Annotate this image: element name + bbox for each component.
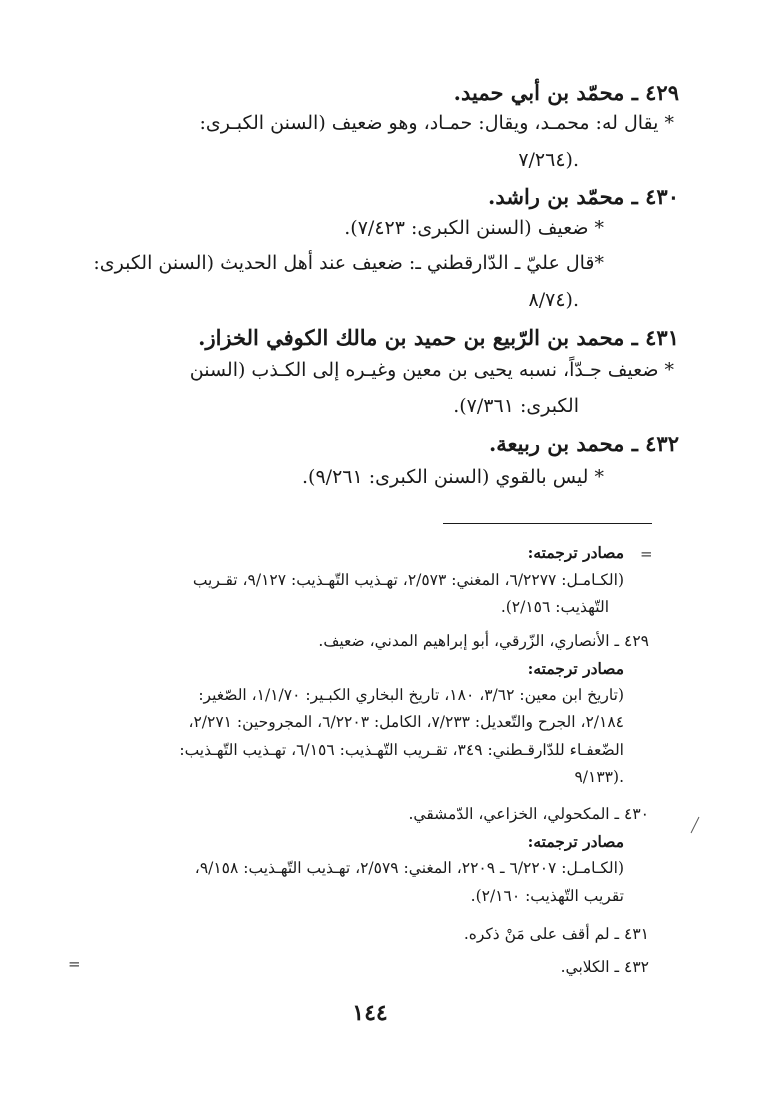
stray-pen-mark bbox=[688, 815, 702, 835]
continuation-mark: = bbox=[640, 545, 653, 563]
footnote-cont-line-2: التّهذيب: ٢/١٥٦). bbox=[500, 598, 609, 616]
entry-430-line-2: *قال عليّ ـ الدّارقطني ـ: ضعيف عند أهل الحديث (السنن الكبرى: bbox=[93, 252, 604, 274]
entry-429-line-1: * يقال له: محمـد، ويقال: حمـاد، وهو ضعيف (السنن الكبـرى: bbox=[199, 112, 674, 134]
footnote-430-heading: ٤٣٠ ـ المكحولي، الخزاعي، الدّمشقي. bbox=[408, 805, 649, 823]
entry-430-line-1: * ضعيف (السنن الكبرى: ٧/٤٢٣). bbox=[344, 217, 604, 239]
footnote-430-sources-label: مصادر ترجمته: bbox=[527, 832, 624, 851]
page-number: ١٤٤ bbox=[352, 1000, 388, 1026]
footnote-431-heading: ٤٣١ ـ لم أقف على مَنْ ذكره. bbox=[463, 925, 649, 943]
entry-429-heading: ٤٢٩ ـ محمّد بن أبي حميد. bbox=[453, 80, 679, 105]
entry-432-heading: ٤٣٢ ـ محمد بن ربيعة. bbox=[488, 431, 679, 456]
entry-431-line-2: الكبرى: ٧/٣٦١). bbox=[453, 395, 579, 417]
side-continuation-mark: = bbox=[68, 955, 81, 973]
footnote-430-line-1: (الكـامـل: ٦/٢٢٠٧ ـ ٢٢٠٩، المغني: ٢/٥٧٩، تهـذيب التّهـذيب: ٩/١٥٨، bbox=[194, 859, 624, 877]
footnote-429-line-3: الضّعفـاء للدّارقـطني: ٣٤٩، تقـريب التّهـذيب: ٦/١٥٦، تهـذيب التّهـذيب: bbox=[179, 741, 624, 759]
footnote-separator bbox=[443, 523, 652, 524]
footnote-429-line-2: ٢/١٨٤، الجرح والتّعديل: ٧/٢٣٣، الكامل: ٦/٢٢٠٣، المجروحين: ٢/٢٧١، bbox=[188, 713, 624, 731]
footnote-429-sources-label: مصادر ترجمته: bbox=[527, 659, 624, 678]
footnote-429-line-1: (تاريخ ابن معين: ٣/٦٢، ١٨٠، تاريخ البخاري الكبـير: ١/١/٧٠، الصّغير: bbox=[198, 686, 624, 704]
footnote-432-heading: ٤٣٢ ـ الكلابي. bbox=[560, 958, 649, 976]
footnote-430-line-2: تقريب التّهذيب: ٢/١٦٠). bbox=[470, 887, 624, 905]
footnote-cont-line-1: (الكـامـل: ٦/٢٢٧٧، المغني: ٢/٥٧٣، تهـذيب التّهـذيب: ٩/١٢٧، تقـريب bbox=[192, 571, 624, 589]
footnote-429-line-4: ٩/١٣٣). bbox=[574, 768, 624, 786]
entry-431-heading: ٤٣١ ـ محمد بن الرّبيع بن حميد بن مالك الكوفي الخزاز. bbox=[198, 325, 679, 350]
entry-431-line-1: * ضعيف جـدّاً، نسبه يحيى بن معين وغيـره إلى الكـذب (السنن bbox=[189, 359, 674, 381]
entry-432-line-1: * ليس بالقوي (السنن الكبرى: ٩/٢٦١). bbox=[302, 466, 604, 488]
footnote-429-heading: ٤٢٩ ـ الأنصاري، الزّرقي، أبو إبراهيم المدني، ضعيف. bbox=[318, 632, 649, 650]
entry-430-line-3: ٨/٧٤). bbox=[528, 289, 579, 311]
footnote-sources-label: مصادر ترجمته: bbox=[527, 543, 624, 562]
entry-429-line-2: ٧/٢٦٤). bbox=[518, 149, 579, 171]
entry-430-heading: ٤٣٠ ـ محمّد بن راشد. bbox=[488, 184, 679, 209]
